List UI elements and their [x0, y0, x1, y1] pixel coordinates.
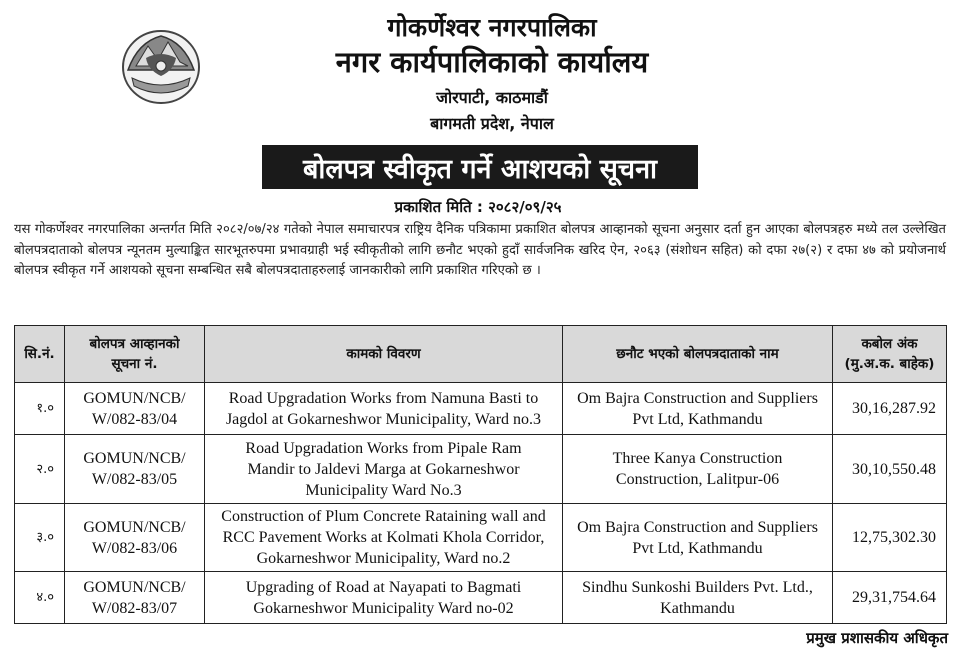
row-bidder — [563, 435, 833, 504]
work-line2: RCC Pavement Works at Kolmati Khola Corridor, — [222, 529, 545, 546]
work-line2: Jagdol at Gokarneshwor Municipality, Ward no.3 — [225, 410, 542, 428]
table-header-row — [15, 326, 947, 383]
work-line3: Municipality Ward No.3 — [305, 481, 462, 499]
table-row — [15, 435, 947, 504]
row-work — [205, 435, 563, 504]
notice-title: बोलपत्र स्वीकृत गर्ने आशयको सूचना — [262, 145, 698, 189]
row-work — [205, 572, 563, 624]
signature-title: प्रमुख प्रशासकीय अधिकृत — [806, 629, 948, 647]
bidder-line1: Om Bajra Construction and Suppliers — [577, 518, 818, 536]
bidder-line2: Construction, Lalitpur-06 — [615, 471, 780, 488]
header-amount — [833, 326, 947, 383]
bidder-line2: Pvt Ltd, Kathmandu — [632, 539, 763, 557]
notice-intro: यस गोकर्णेश्वर नगरपालिका अन्तर्गत मिति २०८२/०७/२४ गतेको नेपाल समाचारपत्र राष्ट्रिय दैनिक पत्रिकामा प्रकाशित बोलपत्र आव्हानको सूचना अनुसार दर्ता हुन आएका बोलपत्रहरु मध्ये तल उल्लेखित बोलपत्रदाताको बोलपत्र न्यूनतम मुल्याङ्कित सारभूतरुपमा प्रभावग्राही भई स्वीकृतीको लागि छनौट भएको हुदाँ सार्वजनिक खरिद ऐन, २०६३ (संशोधन सहित) को दफा २७(२) र दफा ४७ को प्रयोजनार्थ बोलपत्र स्वीकृत गर्ने आशयको सूचना सम्बन्धित सबै बोलपत्रदाताहरुलाई जानकारीको लागि प्रकाशित गरिएको छ । — [14, 222, 946, 278]
ref-line1: GOMUN/NCB/ — [83, 389, 186, 407]
work-line3: Gokarneshwor Municipality, Ward no.2 — [256, 550, 511, 567]
header-work: कामको विवरण — [205, 326, 563, 383]
bid-table — [14, 325, 947, 624]
row-work — [205, 383, 563, 435]
municipality-name: गोकर्णेश्वर नगरपालिका — [387, 13, 597, 42]
work-line2: Mandir to Jaldevi Marga at Gokarneshwor — [247, 460, 520, 478]
ref-line2: W/082-83/04 — [91, 410, 178, 428]
row-sn: २.० — [15, 435, 65, 504]
row-amount: 12,75,302.30 — [833, 504, 947, 572]
office-name: नगर कार्यपालिकाको कार्यालय — [335, 45, 649, 79]
bidder-line2: Pvt Ltd, Kathmandu — [632, 410, 763, 428]
header-ref-line2: सूचना नं. — [111, 356, 158, 372]
work-line1: Construction of Plum Concrete Rataining wall and — [221, 508, 546, 525]
row-bidder — [563, 572, 833, 624]
header-ref — [65, 326, 205, 383]
ref-line2: W/082-83/07 — [91, 599, 178, 617]
bidder-line2: Kathmandu — [660, 599, 735, 617]
published-date: प्रकाशित मिति : २०८२/०९/२५ — [394, 198, 562, 216]
work-line1: Upgrading of Road at Nayapati to Bagmati — [245, 578, 522, 596]
row-ref — [65, 383, 205, 435]
row-bidder — [563, 504, 833, 572]
bidder-line1: Three Kanya Construction — [612, 450, 783, 467]
row-work — [205, 504, 563, 572]
row-sn: ३.० — [15, 504, 65, 572]
row-amount: 30,16,287.92 — [833, 383, 947, 435]
work-line1: Road Upgradation Works from Namuna Basti to — [228, 389, 539, 407]
bidder-line1: Om Bajra Construction and Suppliers — [577, 389, 818, 407]
ref-line2: W/082-83/05 — [91, 471, 178, 488]
row-ref — [65, 504, 205, 572]
ref-line1: GOMUN/NCB/ — [83, 450, 186, 467]
table-row — [15, 572, 947, 624]
work-line2: Gokarneshwor Municipality Ward no-02 — [253, 599, 514, 617]
header-amount-line1: कबोल अंक — [861, 336, 918, 352]
row-amount: 29,31,754.64 — [833, 572, 947, 624]
table-row — [15, 504, 947, 572]
row-sn: ४.० — [15, 572, 65, 624]
ref-line2: W/082-83/06 — [91, 539, 178, 557]
ref-line1: GOMUN/NCB/ — [83, 518, 186, 536]
work-line1: Road Upgradation Works from Pipale Ram — [245, 439, 522, 457]
row-ref — [65, 572, 205, 624]
table-row — [15, 383, 947, 435]
office-province: बागमती प्रदेश, नेपाल — [430, 114, 554, 133]
ref-line1: GOMUN/NCB/ — [83, 578, 186, 596]
row-ref — [65, 435, 205, 504]
header-sn: सि.नं. — [15, 326, 65, 383]
row-amount: 30,10,550.48 — [833, 435, 947, 504]
office-address: जोरपाटी, काठमाडौं — [436, 88, 548, 107]
header-bidder: छनौट भएको बोलपत्रदाताको नाम — [563, 326, 833, 383]
header-amount-line2: (मु.अ.क. बाहेक) — [844, 356, 935, 372]
row-bidder — [563, 383, 833, 435]
row-sn: १.० — [15, 383, 65, 435]
header-ref-line1: बोलपत्र आव्हानको — [89, 336, 180, 352]
bidder-line1: Sindhu Sunkoshi Builders Pvt. Ltd., — [582, 578, 813, 596]
